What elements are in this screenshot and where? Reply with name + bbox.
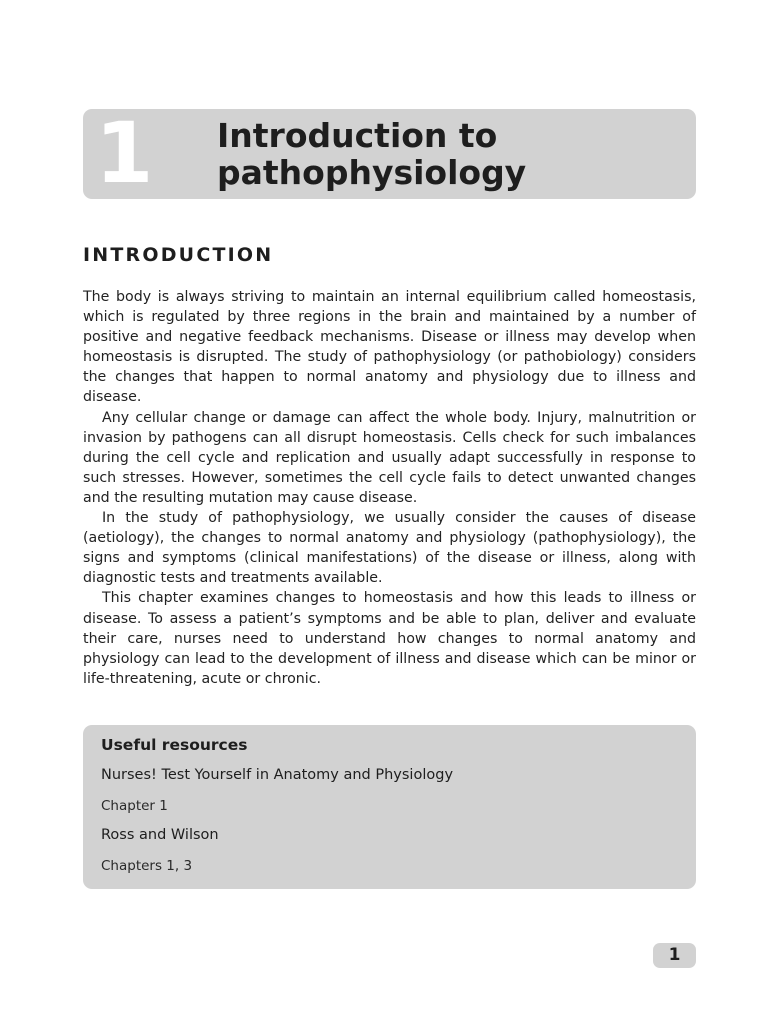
page-number: 1: [653, 943, 696, 968]
resources-title: Useful resources: [101, 736, 248, 754]
resource-book-title: Ross and Wilson: [101, 827, 219, 843]
body-text: [83, 287, 696, 689]
resource-book-title: Nurses! Test Yourself in Anatomy and Physiology: [101, 767, 454, 783]
paragraph: Any cellular change or damage can affect the whole body. Injury, malnutrition or invasion by pathogens can all disrupt homeostasis. Cells check for such imbalances during the cell cycle and replication and usually adapt successfully in response to such stresses. However, sometimes the cell cycle fails to detect unwanted changes and the resulting mutation may cause disease.: [83, 409, 696, 506]
chapter-title-line-1: Introduction to: [217, 116, 498, 155]
chapter-title: [217, 117, 526, 191]
paragraph: In the study of pathophysiology, we usually consider the causes of disease (aetiology), the changes to normal anatomy and physiology (pathophysiology), the signs and symptoms (clinical manifestations) of the disease or illness, along with diagnostic tests and treatments available.: [83, 510, 696, 587]
chapter-title-line-2: pathophysiology: [217, 153, 527, 192]
resource-chapters: Chapter 1: [101, 798, 168, 814]
paragraph: This chapter examines changes to homeostasis and how this leads to illness or disease. To assess a patient’s symptoms and be able to plan, deliver and evaluate their care, nurses need to understand how changes to normal anatomy and physiology can lead to the development of illness and disease which can be minor or life-threatening, acute or chronic.: [83, 590, 696, 687]
chapter-header: [83, 104, 696, 202]
section-heading: INTRODUCTION: [83, 244, 274, 266]
paragraph: The body is always striving to maintain an internal equilibrium called homeostasis, which is regulated by three regions in the brain and maintained by a number of positive and negative feedback mechanisms. Disease or illness may develop when homeostasis is disrupted. The study of pathophysiology (or pathobiology) considers the changes that happen to normal anatomy and physiology due to illness and disease.: [83, 289, 696, 406]
chapter-number: 1: [95, 104, 154, 202]
resource-chapters: Chapters 1, 3: [101, 858, 193, 874]
useful-resources-box: [83, 725, 696, 889]
